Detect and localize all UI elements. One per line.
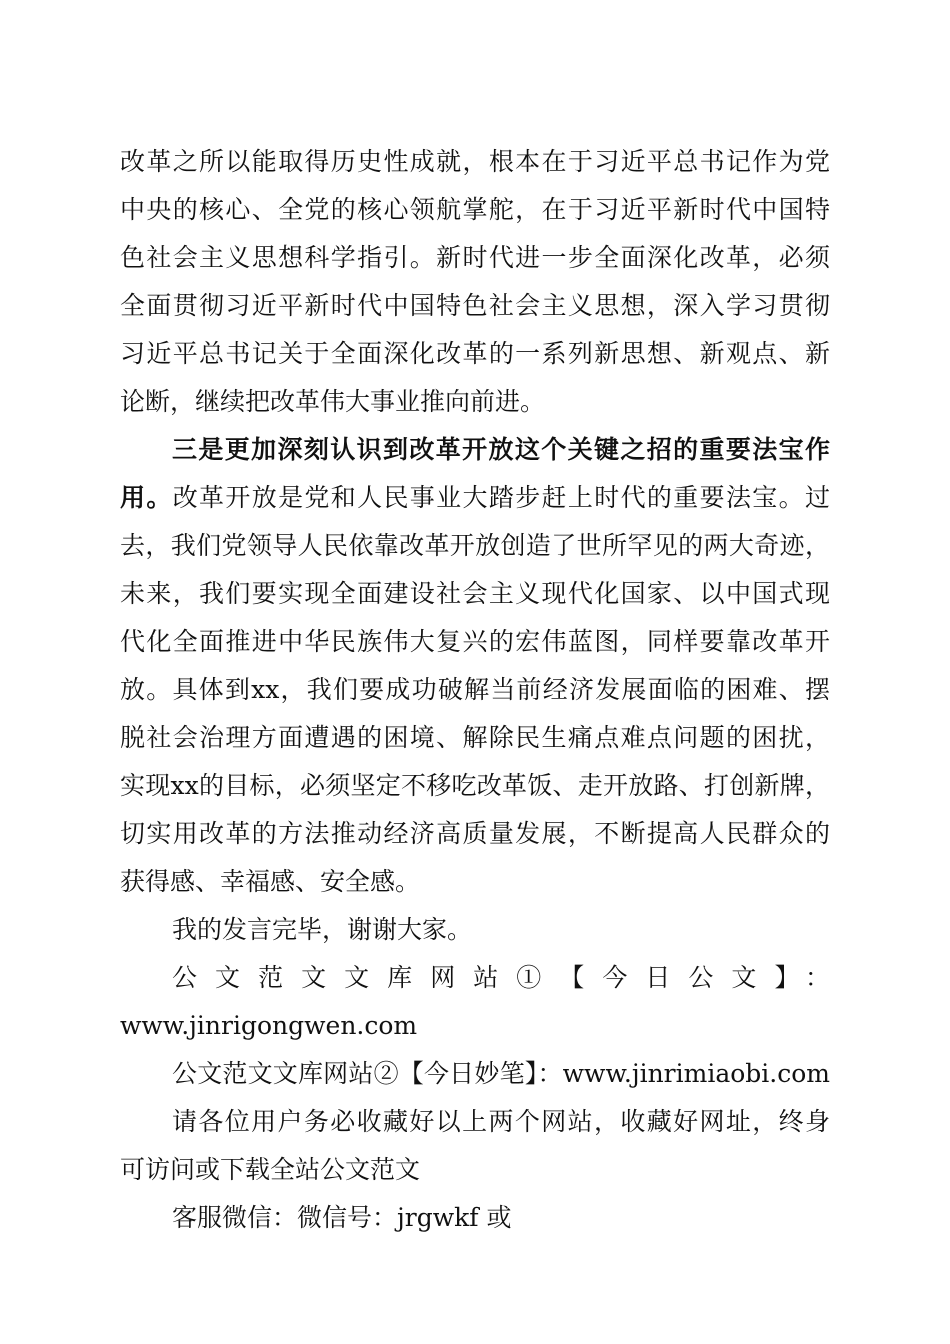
footer-customer-service: 客服微信：微信号：jrgwkf 或 [172,1203,512,1232]
body-text-line: 中央的核心、全党的核心领航掌舵，在于习近平新时代中国特 [120,195,830,224]
body-text-line: 全面贯彻习近平新时代中国特色社会主义思想，深入学习贯彻 [120,291,830,320]
footer-site-1-label: 公文范文文库网站①【今日公文】： [172,963,830,992]
body-text-segment: 改革开放是党和人民事业大踏步赶上时代的重要法宝。过 [172,483,830,512]
footer-site-2: 公文范文文库网站②【今日妙笔】：www.jinrimiaobi.com [172,1059,830,1088]
footer-notice: 请各位用户务必收藏好以上两个网站，收藏好网址，终身 [172,1107,830,1136]
body-text-line: 获得感、幸福感、安全感。 [120,867,421,896]
body-text-line: 习近平总书记关于全面深化改革的一系列新思想、新观点、新 [120,339,830,368]
body-text-line: 切实用改革的方法推动经济高质量发展，不断提高人民群众的 [120,819,830,848]
body-text-line: 放。具体到xx，我们要成功破解当前经济发展面临的困难、摆 [120,675,830,704]
body-text-line: 脱社会治理方面遭遇的困境、解除民生痛点难点问题的困扰， [120,723,830,752]
body-text-line: 色社会主义思想科学指引。新时代进一步全面深化改革，必须 [120,243,830,272]
footer-notice-cont: 可访问或下载全站公文范文 [120,1155,421,1184]
section-heading: 三是更加深刻认识到改革开放这个关键之招的重要法宝作 [172,435,830,464]
body-text-line: 实现xx的目标，必须坚定不移吃改革饭、走开放路、打创新牌， [120,771,830,800]
footer-site-1-url: www.jinrigongwen.com [120,1011,418,1040]
body-text-line: 去，我们党领导人民依靠改革开放创造了世所罕见的两大奇迹， [120,531,830,560]
body-text-line: 论断，继续把改革伟大事业推向前进。 [120,387,546,416]
body-text-line [120,474,830,522]
section-heading-tail: 用。 [120,483,173,512]
body-text-line: 未来，我们要实现全面建设社会主义现代化国家、以中国式现 [120,579,830,608]
body-text-line: 代化全面推进中华民族伟大复兴的宏伟蓝图，同样要靠改革开 [120,627,830,656]
body-text-line: 改革之所以能取得历史性成就，根本在于习近平总书记作为党 [120,147,830,176]
closing-remark: 我的发言完毕，谢谢大家。 [172,915,473,944]
